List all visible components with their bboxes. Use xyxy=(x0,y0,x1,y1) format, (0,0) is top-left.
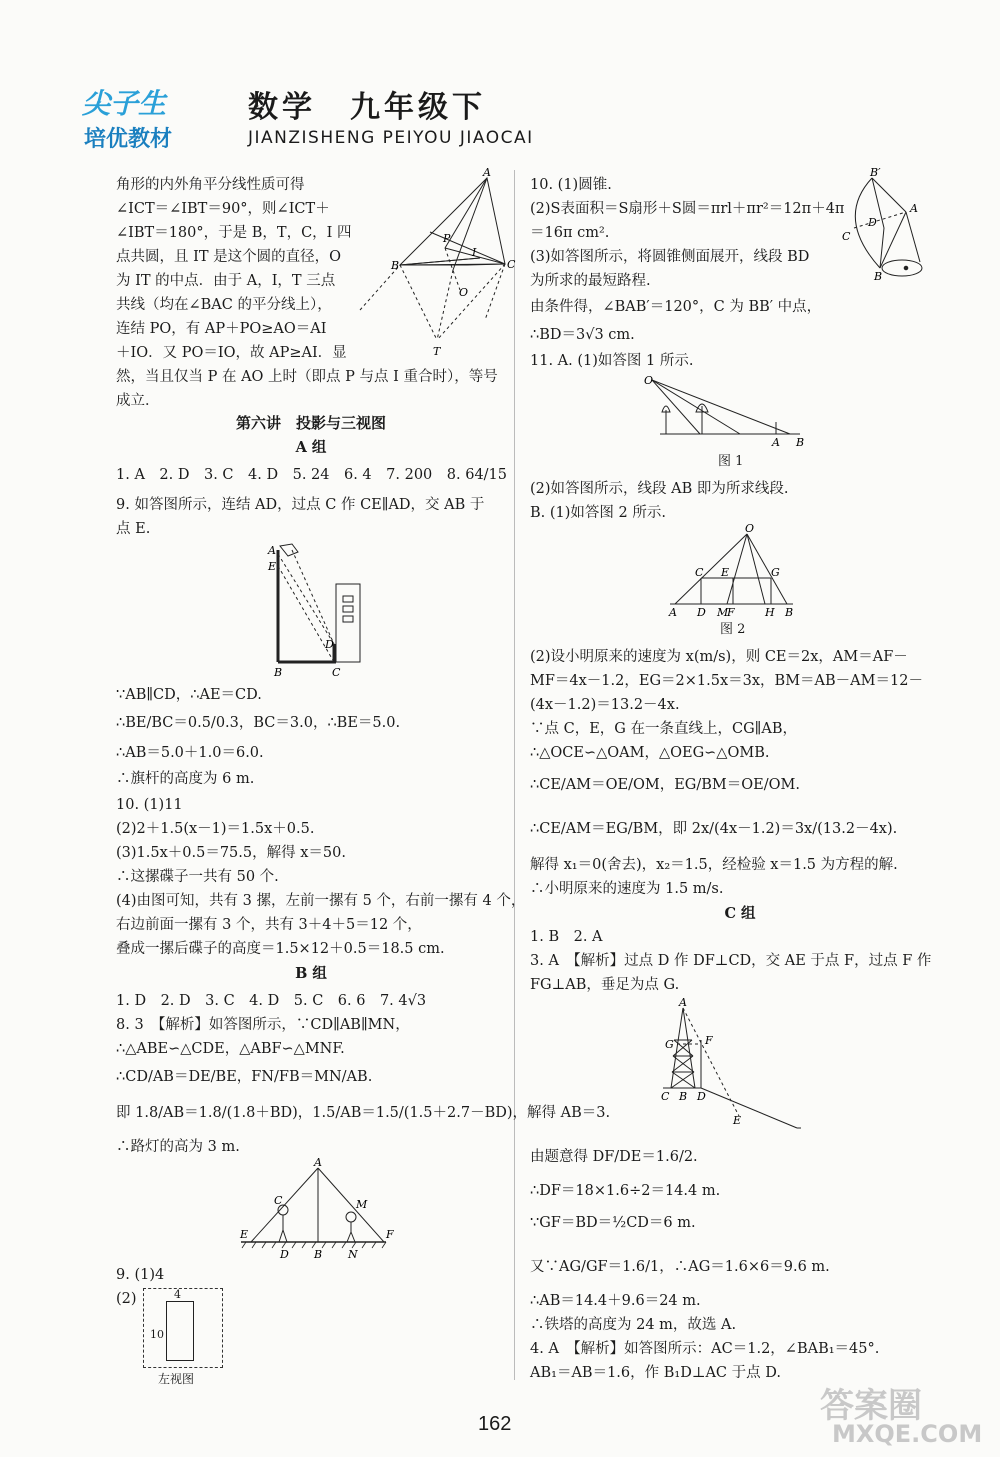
text-line: ∴DF＝18×1.6÷2＝14.4 m. xyxy=(530,1183,721,1199)
text-line: 11. A. (1)如答图 1 所示. xyxy=(530,353,694,369)
text-line: (3)如答图所示，将圆锥侧面展开，线段 BD xyxy=(530,249,810,265)
svg-text:F: F xyxy=(727,606,735,619)
section-title: 第六讲 投影与三视图 xyxy=(235,414,386,432)
text-line: ∵GF＝BD＝½CD＝6 m. xyxy=(530,1215,696,1231)
text-line: ∴CE/AM＝EG/BM，即 2x/(4x－1.2)＝3x/(13.2－4x). xyxy=(530,821,898,837)
text-line: (4)由图可知，共有 3 摞，左前一摞有 5 个，右前一摞有 4 个， xyxy=(116,893,526,909)
svg-text:B: B xyxy=(796,436,805,449)
svg-text:O: O xyxy=(745,522,755,535)
text-line: ∴路灯的高为 3 m. xyxy=(116,1139,240,1155)
text-line: 10. (1)圆锥. xyxy=(530,177,612,193)
text-line: 右边前面一摞有 3 个，共有 3＋4＋5＝12 个， xyxy=(116,917,422,933)
text-line: 角形的内外角平分线性质可得 xyxy=(116,177,305,193)
svg-text:C: C xyxy=(274,1194,283,1207)
svg-text:A: A xyxy=(669,606,677,619)
text-line: 9. 如答图所示，连结 AD，过点 C 作 CE∥AD，交 AB 于 xyxy=(116,497,485,513)
svg-text:G: G xyxy=(771,566,780,579)
text-line: FG⊥AB，垂足为点 G. xyxy=(530,977,680,993)
figure-caption: 图 1 xyxy=(718,454,744,469)
text-line: ∴BD＝3√3 cm. xyxy=(530,327,635,343)
svg-text:O: O xyxy=(459,286,469,299)
text-line: ∴BE/BC＝0.5/0.3，BC＝3.0，∴BE＝5.0. xyxy=(116,715,401,731)
text-line: (4x－1.2)＝13.2－4x. xyxy=(530,697,680,713)
text-line: (3)1.5x＋0.5＝75.5，解得 x＝50. xyxy=(116,845,346,861)
svg-text:B: B xyxy=(679,1090,688,1103)
answer-line: 1. D 2. D 3. C 4. D 5. C 6. 6 7. 4√3 xyxy=(116,993,427,1009)
flagpole-figure xyxy=(262,540,372,680)
svg-text:H: H xyxy=(765,606,775,619)
svg-text:D: D xyxy=(280,1248,289,1261)
group-heading: C 组 xyxy=(724,905,756,922)
text-line: 为所求的最短路程. xyxy=(530,273,651,289)
svg-text:B: B xyxy=(314,1248,323,1261)
text-line: 9. (1)4 xyxy=(116,1267,165,1283)
group-heading: B 组 xyxy=(295,965,327,982)
svg-text:B: B xyxy=(874,270,883,283)
svg-text:A: A xyxy=(679,996,687,1009)
text-line: 点 E. xyxy=(116,521,151,537)
text-line: (2)S表面积＝S扇形＋S圆＝πrl＋πr²＝12π＋4π xyxy=(530,201,845,217)
text-line: (2) xyxy=(116,1291,137,1307)
svg-text:E: E xyxy=(268,560,277,573)
text-line: 即 1.8/AB＝1.8/(1.8＋BD)，1.5/AB＝1.5/(1.5＋2.7－BD)，解得 AB＝3. xyxy=(116,1105,611,1121)
text-line: 1. B 2. A xyxy=(530,929,603,945)
cone-net-figure xyxy=(840,168,940,288)
text-line: ∴△ABE∽△CDE，△ABF∽△MNF. xyxy=(116,1041,345,1057)
svg-text:N: N xyxy=(348,1248,358,1261)
svg-text:D: D xyxy=(697,606,706,619)
svg-text:C: C xyxy=(661,1090,670,1103)
tower-figure xyxy=(655,996,805,1132)
text-line: ∠ICT＝∠IBT＝90°，则∠ICT＋ xyxy=(116,201,330,217)
text-line: ∴AB＝14.4＋9.6＝24 m. xyxy=(530,1293,701,1309)
text-line: AB₁＝AB＝1.6，作 B₁D⊥AC 于点 D. xyxy=(530,1365,781,1381)
text-line: ∴CD/AB＝DE/BE，FN/FB＝MN/AB. xyxy=(116,1069,373,1085)
svg-text:B: B xyxy=(785,606,794,619)
streetlamp-figure xyxy=(236,1156,396,1261)
text-line: ＝16π cm². xyxy=(530,225,610,241)
text-line: 4. A 【解析】如答图所示：AC＝1.2，∠BAB₁＝45°. xyxy=(530,1341,880,1357)
page-number: 162 xyxy=(478,1413,512,1435)
svg-text:F: F xyxy=(386,1228,394,1241)
text-line: ∵点 C，E，G 在一条直线上，CG∥AB， xyxy=(530,721,797,737)
text-line: 由条件得，∠BAB′＝120°，C 为 BB′ 中点， xyxy=(530,299,822,315)
svg-text:B: B xyxy=(274,666,283,679)
svg-text:G: G xyxy=(665,1038,674,1051)
text-line: 由题意得 DF/DE＝1.6/2. xyxy=(530,1149,698,1165)
svg-text:A: A xyxy=(483,166,491,179)
publisher-logo: 尖子生 培优教材 xyxy=(82,87,173,152)
figure-caption: 左视图 xyxy=(158,1372,195,1386)
text-line: 又∵AG/GF＝1.6/1，∴AG＝1.6×6＝9.6 m. xyxy=(530,1259,830,1275)
text-line: 连结 PO，有 AP＋PO≥AO＝AI xyxy=(116,321,327,337)
svg-text:C: C xyxy=(842,230,851,243)
svg-text:P: P xyxy=(443,232,451,245)
group-heading: A 组 xyxy=(295,439,327,456)
svg-text:D: D xyxy=(325,638,334,651)
text-line: 成立． xyxy=(116,393,160,409)
svg-text:T: T xyxy=(433,345,441,358)
svg-text:B: B xyxy=(391,259,400,272)
shadow-figure-2 xyxy=(665,524,800,624)
svg-text:A: A xyxy=(772,436,780,449)
svg-text:A: A xyxy=(314,1156,322,1169)
svg-text:A: A xyxy=(268,544,276,557)
book-subtitle: JIANZISHENG PEIYOU JIAOCAI xyxy=(248,128,534,148)
text-line: (2)如答图所示，线段 AB 即为所求线段. xyxy=(530,481,789,497)
text-line: ∴△OCE∽△OAM，△OEG∽△OMB. xyxy=(530,745,770,761)
svg-text:E: E xyxy=(240,1228,249,1241)
figure-caption: 图 2 xyxy=(720,622,746,637)
triangle-incircle-figure xyxy=(355,166,520,360)
book-title: 数学 九年级下 xyxy=(248,90,486,125)
svg-text:B′: B′ xyxy=(870,166,881,179)
svg-text:D: D xyxy=(868,216,877,229)
text-line: ＋IO．又 PO＝IO，故 AP≥AI．显 xyxy=(116,345,347,361)
text-line: 然，当且仅当 P 在 AO 上时（即点 P 与点 I 重合时），等号 xyxy=(116,369,498,385)
svg-text:C: C xyxy=(695,566,704,579)
svg-text:E: E xyxy=(721,566,730,579)
text-line: ∴旗杆的高度为 6 m. xyxy=(116,771,255,787)
text-line: ∴小明原来的速度为 1.5 m/s. xyxy=(530,881,724,897)
text-line: (2)设小明原来的速度为 x(m/s)，则 CE＝2x，AM＝AF－ xyxy=(530,649,908,665)
svg-text:O: O xyxy=(644,374,654,387)
shadow-figure-1 xyxy=(640,372,820,449)
text-line: 为 IT 的中点．由于 A，I，T 三点 xyxy=(116,273,336,289)
watermark-logo: 答案圈 xyxy=(820,1386,922,1426)
text-line: ∴CE/AM＝OE/OM，EG/BM＝OE/OM. xyxy=(530,777,800,793)
left-view-figure: 4 10 xyxy=(143,1288,223,1368)
text-line: 3. A 【解析】过点 D 作 DF⊥CD，交 AE 于点 F，过点 F 作 xyxy=(530,953,932,969)
watermark-url: MXQE.COM xyxy=(832,1420,983,1448)
svg-text:F: F xyxy=(705,1034,713,1047)
answer-line: 1. A 2. D 3. C 4. D 5. 24 6. 4 7. 200 8. 64/15 xyxy=(116,467,508,483)
svg-text:D: D xyxy=(697,1090,706,1103)
svg-text:A: A xyxy=(910,202,918,215)
svg-text:M: M xyxy=(356,1198,368,1211)
text-line: (2)2＋1.5(x－1)＝1.5x＋0.5. xyxy=(116,821,315,837)
text-line: MF＝4x－1.2，EG＝2×1.5x＝3x，BM＝AB－AM＝12－ xyxy=(530,673,923,689)
text-line: ∴铁塔的高度为 24 m，故选 A. xyxy=(530,1317,737,1333)
svg-text:C: C xyxy=(332,666,341,679)
text-line: 8. 3 【解析】如答图所示，∵CD∥AB∥MN， xyxy=(116,1017,410,1033)
svg-text:E: E xyxy=(733,1114,742,1127)
text-line: B. (1)如答图 2 所示. xyxy=(530,505,666,521)
text-line: 共线（均在∠BAC 的平分线上）， xyxy=(116,297,332,313)
svg-text:I: I xyxy=(472,246,477,259)
text-line: ∴AB＝5.0＋1.0＝6.0. xyxy=(116,745,264,761)
svg-text:C: C xyxy=(507,258,516,271)
text-line: 解得 x₁＝0(舍去)，x₂＝1.5，经检验 x＝1.5 为方程的解. xyxy=(530,857,898,873)
text-line: 10. (1)11 xyxy=(116,797,183,813)
text-line: 叠成一摞后碟子的高度＝1.5×12＋0.5＝18.5 cm. xyxy=(116,941,445,957)
text-line: ∠IBT＝180°，于是 B，T，C，I 四 xyxy=(116,225,352,241)
text-line: 点共圆，且 IT 是这个圆的直径，O xyxy=(116,249,342,265)
text-line: ∴这摞碟子一共有 50 个. xyxy=(116,869,279,885)
text-line: ∵AB∥CD，∴AE＝CD. xyxy=(116,687,262,703)
svg-text:M: M xyxy=(717,606,729,619)
